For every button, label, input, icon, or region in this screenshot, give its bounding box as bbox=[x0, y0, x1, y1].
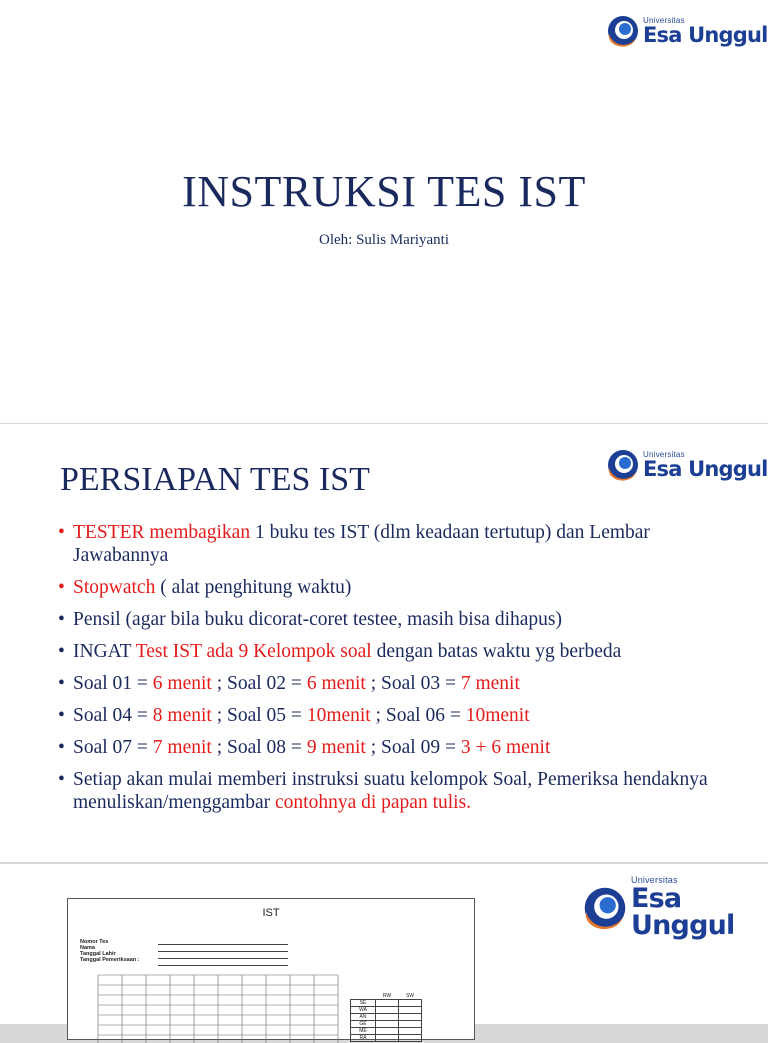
logo-small-text: Universitas bbox=[631, 875, 678, 885]
score-row bbox=[351, 1000, 422, 1007]
bullet-item bbox=[58, 521, 738, 567]
bullet-text-segment: ( alat penghitung waktu) bbox=[160, 577, 352, 598]
field-lines bbox=[158, 939, 288, 967]
bullet-text-segment: Setiap akan mulai memberi instruksi suatu kelompok Soal, Pemeriksa hendaknya menuliskan/menggambar bbox=[73, 769, 708, 813]
profile-grid bbox=[88, 973, 348, 1043]
bullet-text-segment: 10menit bbox=[306, 705, 371, 726]
score-table bbox=[350, 993, 422, 1042]
bullet-text-segment: Stopwatch bbox=[73, 577, 161, 598]
bullet-text-segment: Test IST ada 9 Kelompok soal bbox=[135, 641, 377, 662]
bullet-text-segment: 3 + 6 menit bbox=[460, 737, 551, 758]
score-header: RW bbox=[382, 993, 392, 999]
bullet-text-segment: TESTER membagikan bbox=[73, 522, 255, 543]
sheet-field-label: Tanggal Pemeriksaan : bbox=[80, 957, 140, 963]
bullet-item bbox=[58, 576, 738, 599]
bullet-text-segment: ; Soal 02 = bbox=[211, 673, 307, 694]
bullet-text-segment: ; Soal 08 = bbox=[211, 737, 307, 758]
logo-name: Esa Unggul bbox=[643, 456, 768, 481]
bullet-text-segment: 10menit bbox=[465, 705, 530, 726]
sheet-title: IST bbox=[262, 907, 280, 919]
bullet-text-segment: 8 menit bbox=[152, 705, 212, 726]
bullet-text-segment: ; Soal 09 = bbox=[365, 737, 461, 758]
bullet-text-segment: Soal 04 = bbox=[73, 705, 153, 726]
ist-answer-sheet-image bbox=[67, 898, 475, 1040]
esa-unggul-logo bbox=[582, 876, 768, 939]
bullet-item bbox=[58, 608, 738, 631]
bullet-text-segment: contohnya di papan tulis. bbox=[275, 792, 472, 813]
bullet-text-segment: dengan batas waktu yg berbeda bbox=[376, 641, 622, 662]
bullet-text-segment: Pensil (agar bila buku dicorat-coret testee, masih bisa dihapus) bbox=[73, 609, 562, 630]
score-row-label: GE bbox=[351, 1021, 376, 1028]
bullet-text-segment: 7 menit bbox=[460, 673, 520, 694]
sheet-field-label: Tanggal Lahir bbox=[80, 951, 116, 957]
sheet-field-label: Nama bbox=[80, 945, 95, 951]
answer-sheet-slide bbox=[0, 864, 768, 1041]
score-row bbox=[351, 1035, 422, 1042]
bullet-text-segment: ; Soal 03 = bbox=[365, 673, 461, 694]
esa-unggul-logo bbox=[606, 14, 768, 48]
persiapan-slide bbox=[0, 424, 768, 862]
bullet-item bbox=[58, 704, 738, 727]
score-row-label: SE bbox=[351, 1000, 376, 1007]
bullet-text-segment: ; Soal 06 = bbox=[370, 705, 466, 726]
bullet-text-segment: ; Soal 05 = bbox=[211, 705, 307, 726]
bullet-text-segment: 1 buku tes IST (dlm keadaan tertutup) dan Lembar Jawabannya bbox=[73, 522, 650, 566]
esa-unggul-logo bbox=[606, 448, 768, 482]
score-row bbox=[351, 1028, 422, 1035]
title-slide bbox=[0, 0, 768, 423]
slide-subtitle: Oleh: Sulis Mariyanti bbox=[319, 232, 449, 248]
logo-name: Esa Unggul bbox=[631, 883, 735, 941]
sheet-fields bbox=[80, 939, 140, 963]
logo-small-text: Universitas bbox=[643, 449, 685, 459]
globe-logo-icon bbox=[582, 885, 628, 931]
bullet-item bbox=[58, 640, 738, 663]
score-header: SW bbox=[405, 993, 415, 999]
bullet-item bbox=[58, 768, 738, 814]
bullet-text-segment: Soal 07 = bbox=[73, 737, 153, 758]
logo-small-text: Universitas bbox=[643, 15, 685, 25]
score-row-label: AN bbox=[351, 1014, 376, 1021]
score-row-label: ME bbox=[351, 1028, 376, 1035]
section-title: PERSIAPAN TES IST bbox=[60, 461, 370, 498]
score-row bbox=[351, 1014, 422, 1021]
bullet-text-segment: 7 menit bbox=[152, 737, 212, 758]
sheet-field-label: Nomor Tes bbox=[80, 939, 109, 945]
bullet-text-segment: Soal 01 = bbox=[73, 673, 153, 694]
bullet-text-segment: 9 menit bbox=[306, 737, 366, 758]
bullet-text-segment: INGAT bbox=[73, 641, 136, 662]
logo-name: Esa Unggul bbox=[643, 22, 768, 47]
slide-title: INSTRUKSI TES IST bbox=[182, 167, 586, 216]
bullet-item bbox=[58, 672, 738, 695]
score-row-label: RA bbox=[351, 1035, 376, 1042]
bullet-list bbox=[58, 521, 738, 823]
bullet-text-segment: 6 menit bbox=[152, 673, 212, 694]
score-row bbox=[351, 1007, 422, 1014]
globe-logo-icon bbox=[606, 14, 640, 48]
bullet-item bbox=[58, 736, 738, 759]
globe-logo-icon bbox=[606, 448, 640, 482]
bullet-text-segment: 6 menit bbox=[306, 673, 366, 694]
score-row-label: WA bbox=[351, 1007, 376, 1014]
score-row bbox=[351, 1021, 422, 1028]
